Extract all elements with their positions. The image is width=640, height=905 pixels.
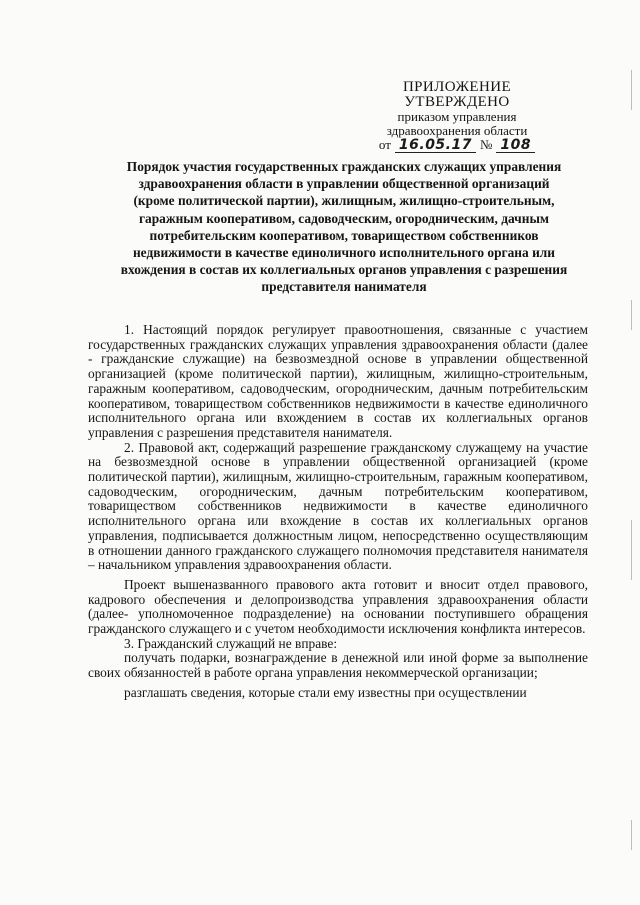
date-prefix: от [378, 137, 391, 152]
scan-edge-mark [631, 70, 632, 110]
title-line: вхождения в состав их коллегиальных органов управления с разрешения [120, 262, 568, 278]
scan-edge-mark [631, 520, 632, 580]
scan-edge-mark [631, 300, 632, 330]
order-line-1: приказом управления [397, 109, 517, 124]
order-date-handwritten: 16.05.17 [395, 138, 476, 153]
paragraph-6: разглашать сведения, которые стали ему известны при осуществлении [124, 684, 527, 700]
paragraph-5: получать подарки, вознаграждение в денежной или иной форме за выполнение своих обязанностей в работе органа управления некоммерческой организации; [88, 650, 588, 681]
order-date-line [372, 138, 542, 153]
title-line: Порядок участия государственных гражданских служащих управления [126, 159, 562, 174]
document-body [88, 323, 588, 701]
approved-label: УТВЕРЖДЕНО [404, 94, 510, 110]
title-line: потребительским кооперативом, товариществом собственников [149, 227, 539, 243]
order-line-2: здравоохранения области [386, 123, 528, 138]
title-line: недвижимости в качестве единоличного исполнительного органа или [132, 245, 556, 261]
order-number-handwritten: 108 [496, 138, 535, 153]
title-line: гаражным кооперативом, садоводческим, огородническим, дачным [138, 210, 550, 226]
title-line: представителя нанимателя [261, 279, 427, 295]
scan-edge-mark [631, 820, 632, 850]
title-line: (кроме политической партии), жилищным, жилищно-строительным, [133, 193, 555, 209]
title-line: здравоохранения области в управлении общественной организаций [138, 176, 550, 192]
paragraph-4: 3. Гражданский служащий не вправе: [124, 635, 338, 651]
number-sign: № [479, 137, 493, 152]
paragraph-1: 1. Настоящий порядок регулирует правоотношения, связанные с участием государственных гражданских служащих управления здравоохранения области (далее - гражданские служащие) на безвозмездной основе в управлении общественной организацией (кроме политической партии), жилищным, жилищно-строительным, гаражным кооперативом, садоводческим, огородническим, дачным потребительским кооперативом, товариществом собственников недвижимости в качестве единоличного исполнительного органа или вхождением в состав их коллегиальных органов управления с разрешения представителя нанимателя. [88, 322, 588, 440]
appendix-label: ПРИЛОЖЕНИЕ [402, 79, 512, 95]
approval-block [372, 80, 542, 153]
paragraph-3: Проект вышеназванного правового акта готовит и вносит отдел правового, кадрового обеспечения и делопроизводства управления здравоохранения области (далее- уполномоченное подразделение) на основании поступившего обращения гражданского служащего и с учетом необходимости исключения конфликта интересов. [88, 576, 588, 637]
document-title [104, 158, 584, 296]
paragraph-2: 2. Правовой акт, содержащий разрешение гражданскому служащему на участие на безвозмездной основе в управлении общественной организацией (кроме политической партии), жилищным, жилищно-строительным, гаражным кооперативом, садоводческим, огородническим, дачным потребительским кооперативом, товариществом собственников недвижимости в качестве единоличного исполнительного органа или вхождение в состав их коллегиальных органов управления, подписывается должностным лицом, непосредственно осуществляющим в отношении данного гражданского служащего полномочия представителя нанимателя – начальником управления здравоохранения области. [88, 439, 588, 573]
